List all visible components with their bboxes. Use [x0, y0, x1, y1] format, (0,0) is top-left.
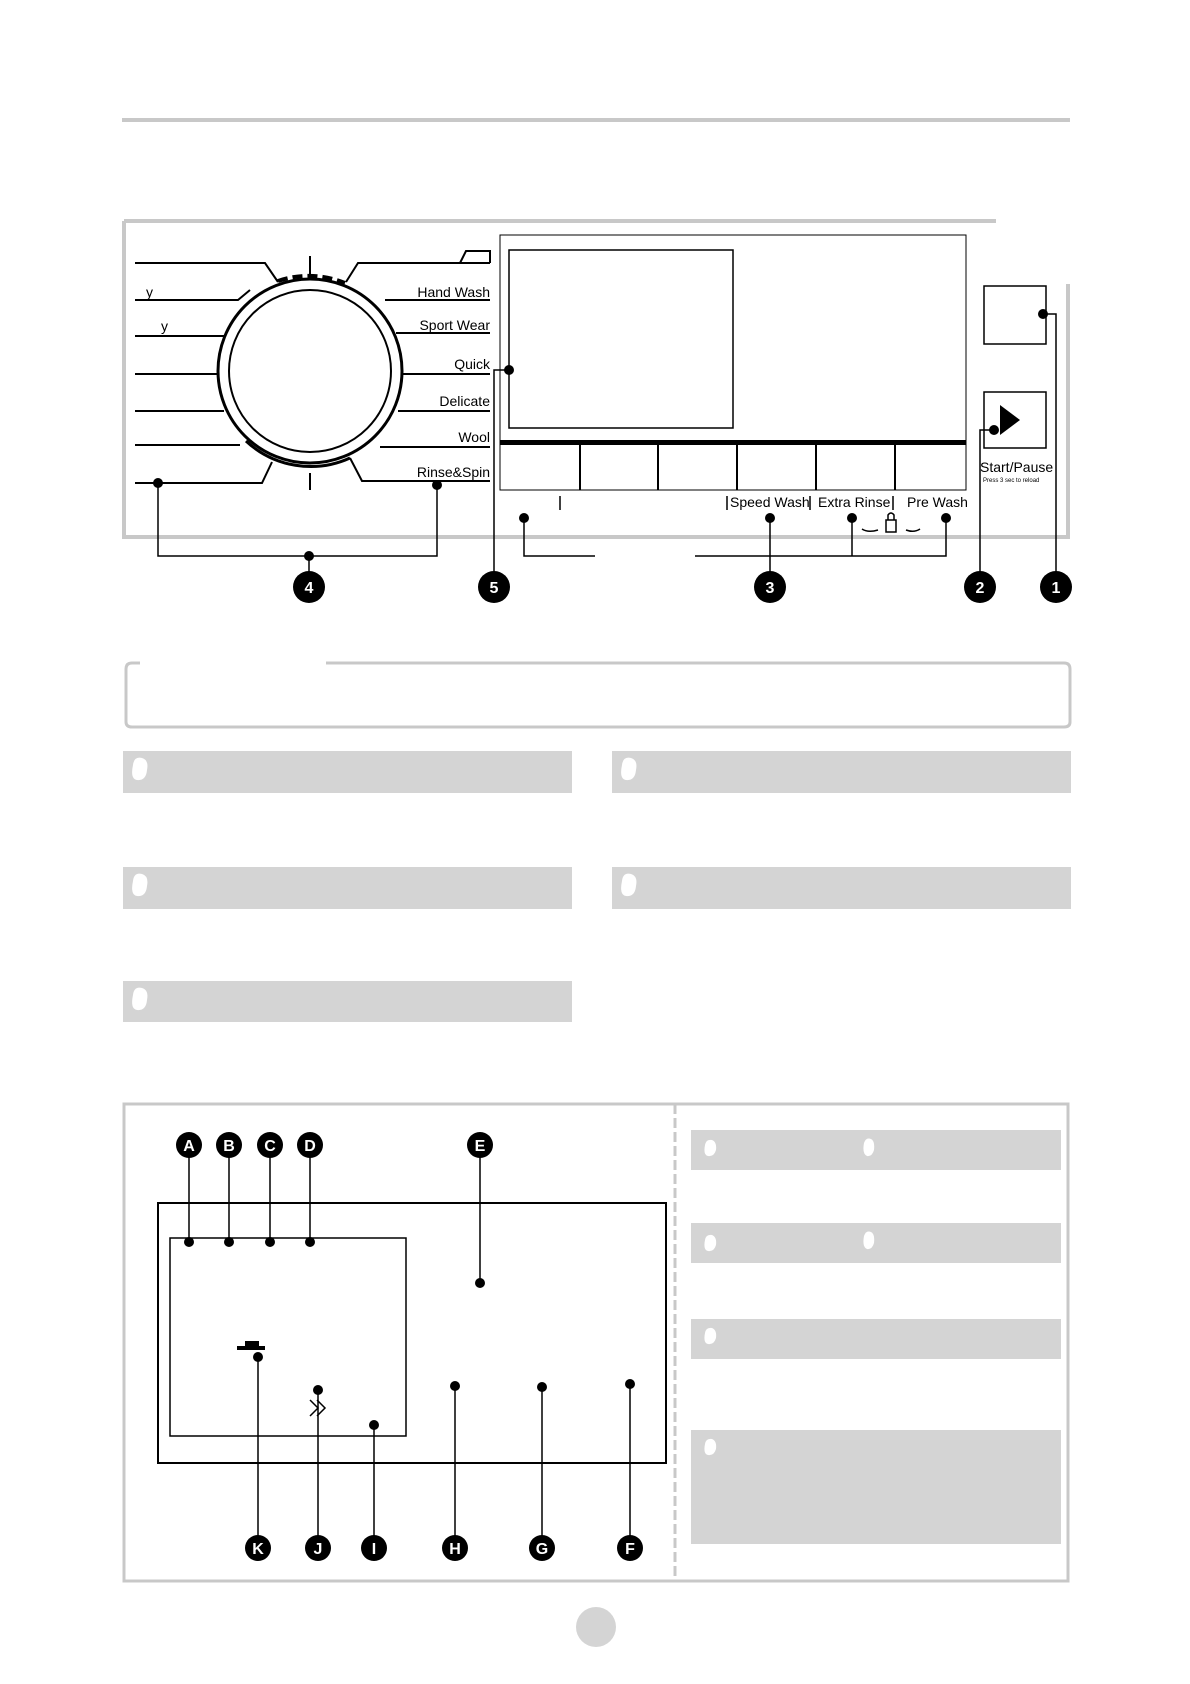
section-bar-1	[123, 751, 572, 793]
display-divider	[500, 440, 966, 445]
svg-text:4: 4	[304, 580, 314, 597]
callout-4-dot-left	[153, 478, 163, 488]
program-sport-wear: Sport Wear	[419, 317, 490, 333]
section-bar-4	[612, 867, 1071, 909]
badge-b	[216, 1132, 242, 1158]
bracket-gap	[595, 548, 695, 560]
option-extra-rinse: Extra Rinse	[818, 494, 891, 510]
program-quick: Quick	[454, 356, 490, 372]
badge-5	[478, 571, 510, 603]
description-section	[123, 663, 1071, 1022]
callout-3-dot-1	[519, 513, 529, 523]
svg-text:1: 1	[1051, 580, 1061, 597]
section-bar-3	[123, 867, 572, 909]
callout-4-bracket	[158, 483, 437, 572]
badge-k	[245, 1535, 271, 1561]
badge-1	[1040, 571, 1072, 603]
lcd-dot-d	[305, 1237, 315, 1247]
badge-g	[529, 1535, 555, 1561]
program-left-1: y	[146, 284, 153, 300]
legend-bar-4	[691, 1430, 1061, 1544]
svg-text:H: H	[449, 1541, 461, 1558]
callouts-bottom	[258, 1357, 630, 1548]
callout-1-dot	[1038, 309, 1048, 319]
option-speed-wash: Speed Wash	[730, 494, 810, 510]
option-pre-wash: Pre Wash	[907, 494, 968, 510]
svg-text:5: 5	[489, 580, 499, 597]
program-left-2: y	[161, 318, 168, 334]
callouts-top	[189, 1145, 480, 1283]
svg-text:2: 2	[975, 580, 985, 597]
option-button-dividers	[580, 445, 895, 490]
display-diagram-section	[124, 1104, 1068, 1581]
section-bar-5	[123, 981, 572, 1022]
legend-bar-3	[691, 1319, 1061, 1359]
svg-text:E: E	[474, 1138, 486, 1155]
lcd-dot-a	[184, 1237, 194, 1247]
badge-e	[467, 1132, 493, 1158]
start-pause-label: Start/Pause	[980, 459, 1054, 475]
callout-3-bracket	[524, 518, 946, 572]
child-lock-icon	[862, 513, 920, 532]
lcd-inner	[170, 1238, 406, 1436]
power-button[interactable]	[984, 286, 1046, 344]
svg-text:I: I	[371, 1541, 377, 1558]
badge-d	[297, 1132, 323, 1158]
badge-2	[964, 571, 996, 603]
lcd-dot-c	[265, 1237, 275, 1247]
callout-5-dot	[504, 365, 514, 375]
program-hand-wash: Hand Wash	[417, 284, 490, 300]
badge-3	[754, 571, 786, 603]
display-screen	[509, 250, 733, 428]
lcd-dot-b	[224, 1237, 234, 1247]
callout-2-leader	[980, 430, 994, 572]
badge-j	[305, 1535, 331, 1561]
badge-a	[176, 1132, 202, 1158]
callout-3-dot-3	[847, 513, 857, 523]
svg-text:J: J	[313, 1541, 323, 1558]
program-wool: Wool	[458, 429, 490, 445]
lcd-dot-e	[475, 1278, 485, 1288]
badge-c	[257, 1132, 283, 1158]
badge-i	[361, 1535, 387, 1561]
legend-bar-1	[691, 1130, 1061, 1170]
callout-2-dot	[989, 425, 999, 435]
callout-3-dot-2	[765, 513, 775, 523]
lcd-dot-h	[450, 1381, 460, 1391]
svg-text:3: 3	[765, 580, 775, 597]
lcd-dot-j	[313, 1385, 323, 1395]
callout-3-dot-4	[941, 513, 951, 523]
svg-text:C: C	[264, 1138, 276, 1155]
svg-text:B: B	[223, 1138, 235, 1155]
lcd-dot-i	[369, 1420, 379, 1430]
badge-f	[617, 1535, 643, 1561]
svg-text:F: F	[625, 1541, 635, 1558]
lcd-tub-symbol-cap	[245, 1341, 259, 1346]
lcd-dot-f	[625, 1379, 635, 1389]
callout-4-dot-mid	[304, 551, 314, 561]
section-bar-2	[612, 751, 1071, 793]
page-number-circle	[576, 1607, 616, 1647]
callout-4-dot-right	[432, 480, 442, 490]
lcd-tub-symbol	[237, 1346, 265, 1350]
start-pause-hint: Press 3 sec to reload	[983, 478, 1040, 484]
legend-bar-2	[691, 1223, 1061, 1263]
control-panel-diagram	[124, 221, 1072, 603]
svg-text:A: A	[183, 1138, 195, 1155]
program-rinse-spin: Rinse&Spin	[416, 464, 490, 480]
badge-h	[442, 1535, 468, 1561]
top-rule	[122, 118, 1070, 122]
lcd-outer	[158, 1203, 666, 1463]
lcd-dot-g	[537, 1382, 547, 1392]
callout-5-leader	[494, 370, 509, 572]
section-title-box	[126, 663, 1070, 727]
svg-text:G: G	[535, 1541, 549, 1558]
svg-text:K: K	[252, 1541, 264, 1558]
badge-4	[293, 571, 325, 603]
svg-text:D: D	[304, 1138, 316, 1155]
program-dial-inner	[229, 290, 391, 452]
lcd-dot-k	[253, 1352, 263, 1362]
program-delicate: Delicate	[439, 393, 490, 409]
